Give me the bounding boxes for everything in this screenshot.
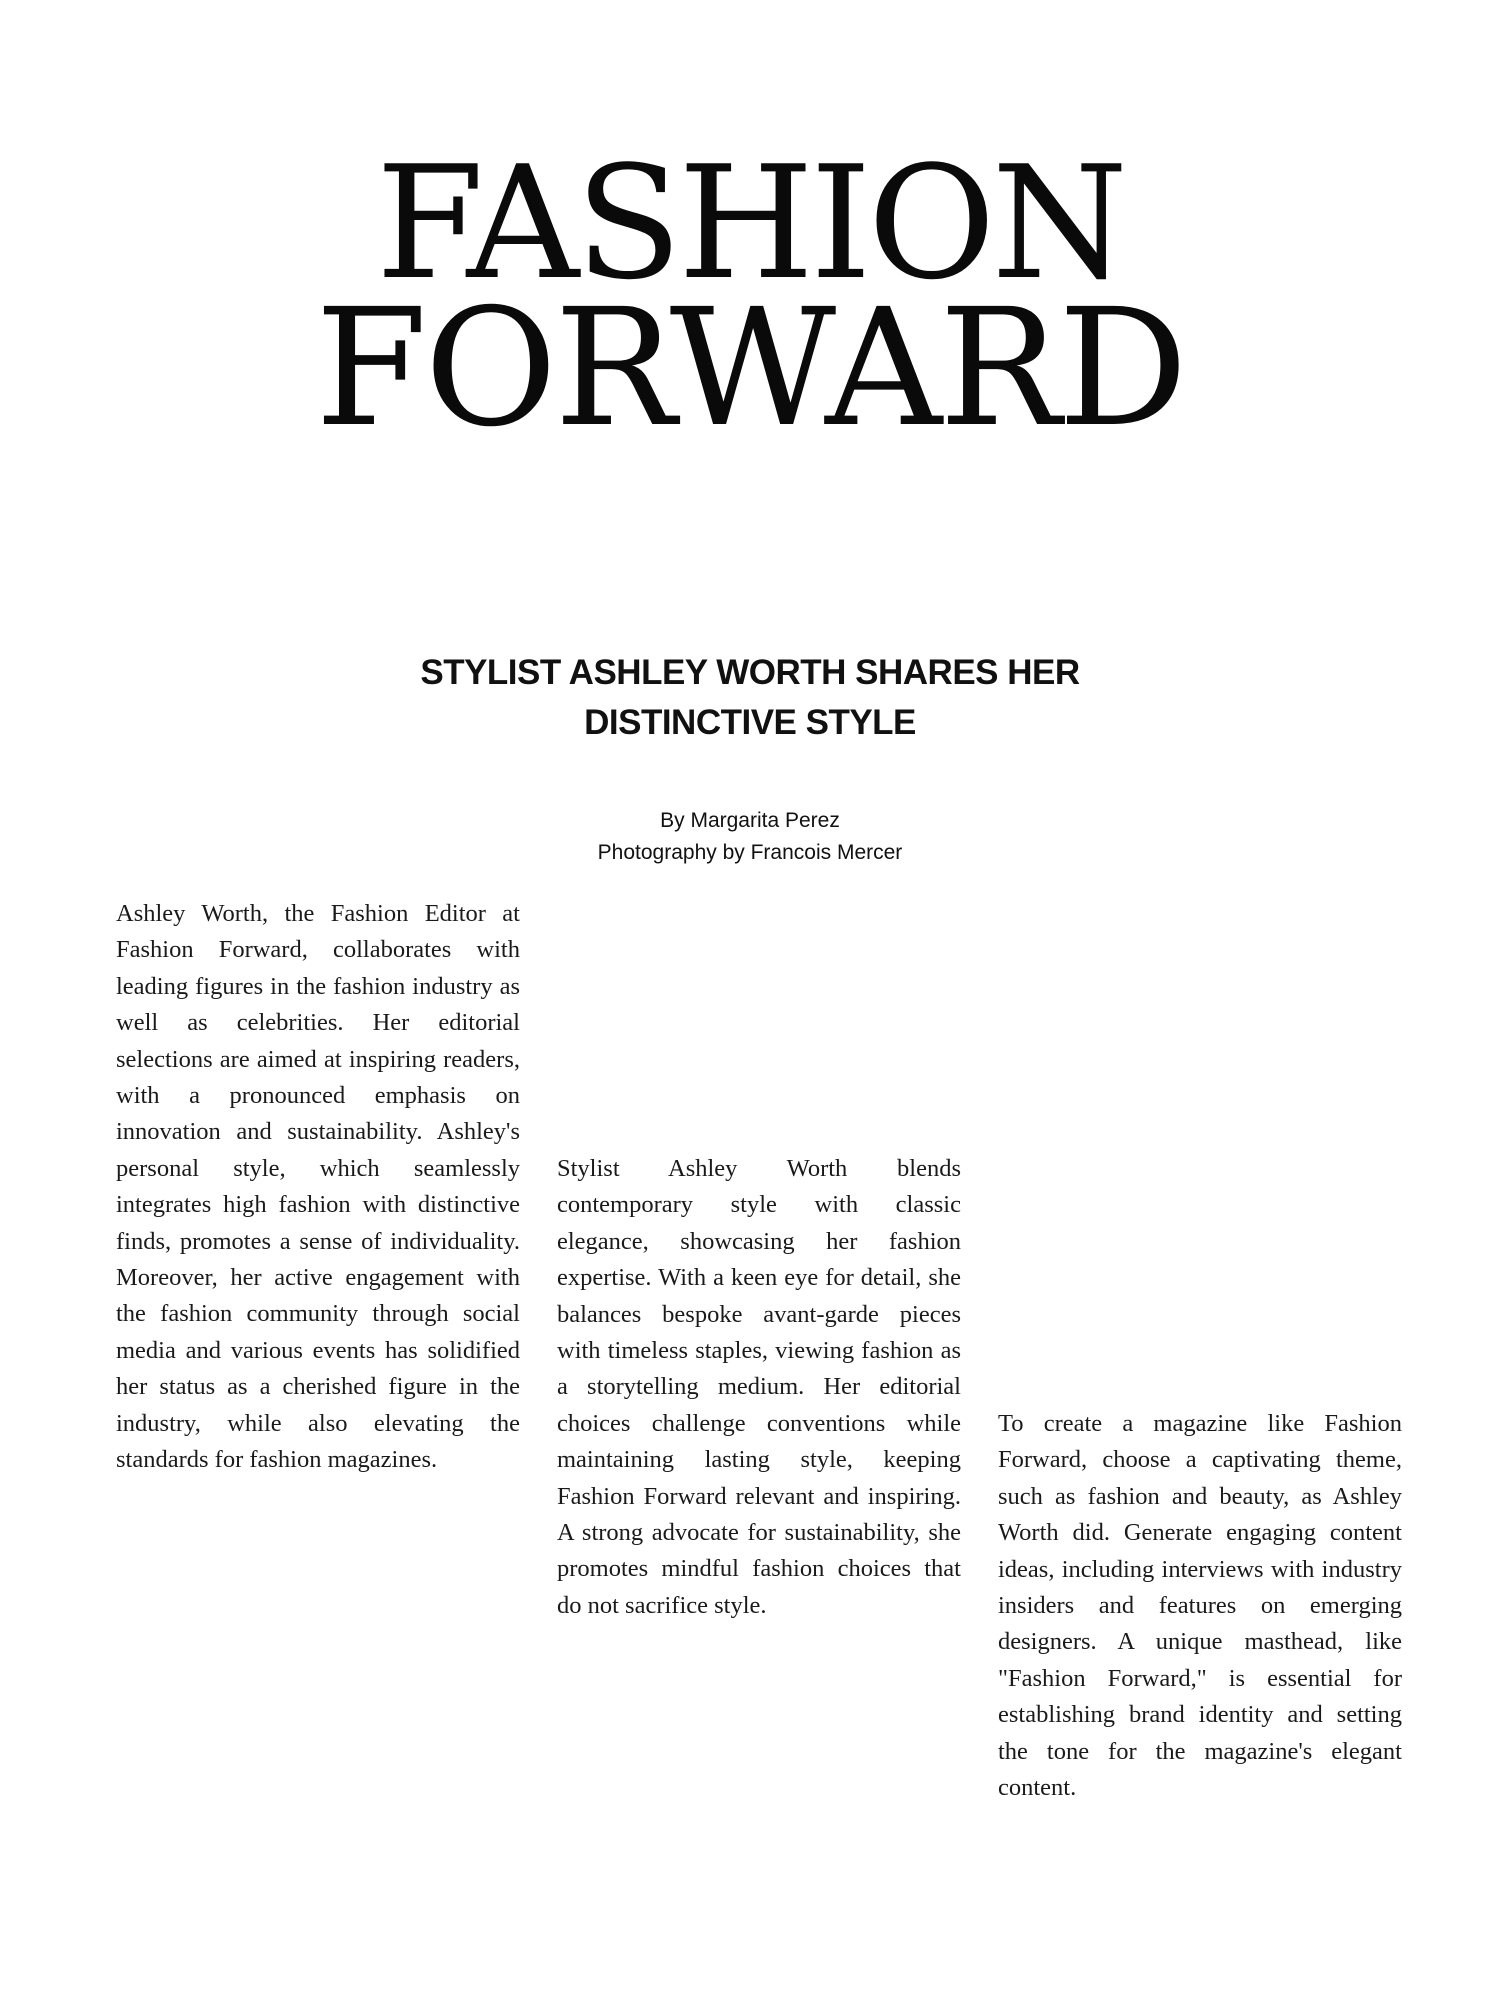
masthead-line-2: FORWARD xyxy=(315,275,1185,463)
article-column-3: To create a magazine like Fashion Forward, choose a captivating theme, such as fashion and beauty, as Ashley Worth did. Generate engaging content ideas, including interviews with industry insiders and features on emerging designers. A unique masthead, like "Fashion Forward," is essential for establishing brand identity and setting the tone for the magazine's elegant content. xyxy=(998,1410,1402,1802)
headline-line-1: STYLIST ASHLEY WORTH SHARES HER xyxy=(420,653,1080,692)
byline: By Margarita Perez xyxy=(660,809,840,832)
photo-credit: Photography by Francois Mercer xyxy=(597,841,903,864)
article-column-2: Stylist Ashley Worth blends contemporary style with classic elegance, showcasing her fashion expertise. With a keen eye for detail, she balances bespoke avant-garde pieces with timeless staples, viewing fashion as a storytelling medium. Her editorial choices challenge conventions while maintaining lasting style, keeping Fashion Forward relevant and inspiring. A strong advocate for sustainability, she promotes mindful fashion choices that do not sacrifice style. xyxy=(557,1155,961,1619)
masthead-title xyxy=(0,132,1500,463)
article-headline xyxy=(300,648,1200,748)
headline-line-2: DISTINCTIVE STYLE xyxy=(584,703,916,742)
article-credits xyxy=(400,805,1100,869)
article-column-1: Ashley Worth, the Fashion Editor at Fashion Forward, collaborates with leading figures in the fashion industry as well as celebrities. Her editorial selections are aimed at inspiring readers, with a pronounced emphasis on innovation and sustainability. Ashley's personal style, which seamlessly integrates high fashion with distinctive finds, promotes a sense of individuality. Moreover, her active engagement with the fashion community through social media and various events has solidified her status as a cherished figure in the industry, while also elevating the standards for fashion magazines. xyxy=(116,900,520,1474)
masthead-line-1: FASHION xyxy=(375,132,1125,314)
